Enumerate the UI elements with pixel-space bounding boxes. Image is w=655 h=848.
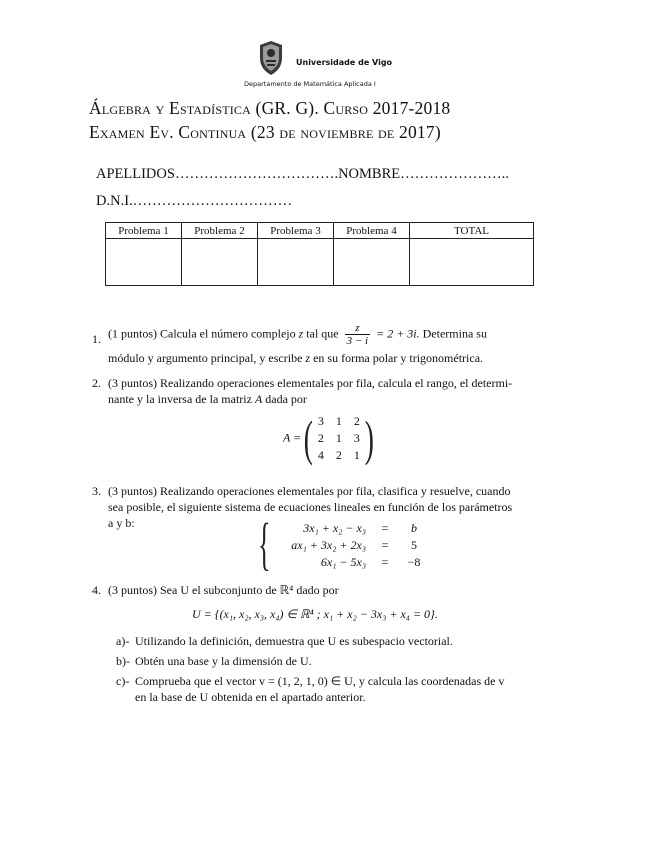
grade-cell-problema-3	[258, 239, 334, 286]
problem-4-number: 4.	[92, 583, 101, 597]
grade-cell-problema-1	[106, 239, 182, 286]
grade-header-problema-4: Problema 4	[334, 223, 410, 239]
apellidos-nombre-field: APELLIDOS…………………………….NOMBRE…………………..	[96, 166, 509, 182]
problem-3-line2: sea posible, el siguiente sistema de ecuaciones lineales en función de los parámetros	[108, 500, 513, 514]
matrix-cell: 2	[317, 431, 324, 445]
problem-3-line3: a y b:	[108, 516, 135, 530]
matrix-cell: 3	[353, 431, 360, 445]
problem-3-line1: (3 puntos) Realizando operaciones elementales por fila, clasifica y resuelve, cuando	[108, 484, 511, 498]
problem-4-line1: (3 puntos) Sea U el subconjunto de ℝ⁴ dado por	[108, 583, 339, 597]
problem-3-number: 3.	[92, 484, 101, 498]
problem-2-line1: (3 puntos) Realizando operaciones elementales por fila, calcula el rango, el determi-	[108, 376, 513, 390]
problem-1-line1: (1 puntos) Calcula el número complejo z tal que $\frac{z}{3 - i}$ = 2 + 3i. Determina su	[108, 322, 487, 347]
grade-cell-problema-2	[182, 239, 258, 286]
matrix-cell: 3	[317, 414, 324, 428]
system-row-2: ax₁ + 3x₂ + 2x₃ = 5	[291, 538, 417, 552]
university-name: Universidade de Vigo	[296, 58, 393, 67]
left-brace: {	[258, 511, 271, 576]
problem-1-fraction: $\frac{z}{3 - i}$	[346, 322, 369, 347]
system-row-3: 6x₁ − 5x₃ = −8	[320, 555, 421, 569]
problem-2-number: 2.	[92, 376, 101, 390]
system-row-1: 3x₁ + x₂ − x₃ = b	[303, 521, 417, 535]
exam-title-line1: Álgebra y Estadística (GR. G). Curso 2017-2018	[89, 98, 451, 118]
problem-4-set-definition: U = {(x₁, x₂, x₃, x₄) ∈ ℝ⁴ ; x₁ + x₂ − 3x₃ + x₄ = 0}.	[192, 607, 438, 621]
matrix-cell: 2	[353, 414, 360, 428]
matrix-cell: 1	[335, 414, 342, 428]
grade-header-total: TOTAL	[410, 223, 534, 239]
problem-1-number: 1.	[92, 332, 101, 346]
left-paren: (	[303, 410, 314, 466]
matrix-label: A =	[283, 430, 302, 445]
matrix-A	[283, 410, 378, 466]
exam-title-line2: Examen Ev. Continua (23 de noviembre de 2017)	[89, 122, 441, 142]
university-seal-icon	[258, 40, 284, 76]
matrix-cell: 4	[317, 448, 324, 462]
grade-cell-problema-4	[334, 239, 410, 286]
grade-header-problema-2: Problema 2	[182, 223, 258, 239]
problem-1-line2: módulo y argumento principal, y escribe z en su forma polar y trigonométrica.	[108, 351, 484, 365]
grade-cell-total	[410, 239, 534, 286]
department-name: Departamento de Matemática Aplicada I	[244, 80, 376, 88]
grade-header-problema-3: Problema 3	[258, 223, 334, 239]
matrix-cell: 2	[335, 448, 342, 462]
grade-header-problema-1: Problema 1	[106, 223, 182, 239]
grade-table	[105, 222, 534, 286]
problem-2-line2: nante y la inversa de la matriz A dada por	[108, 392, 307, 406]
matrix-entries	[312, 413, 366, 463]
matrix-cell: 1	[353, 448, 360, 462]
matrix-cell: 1	[335, 431, 342, 445]
right-paren: )	[364, 410, 374, 466]
system-equations	[272, 520, 424, 571]
dni-field: D.N.I.……………………………	[96, 193, 293, 209]
